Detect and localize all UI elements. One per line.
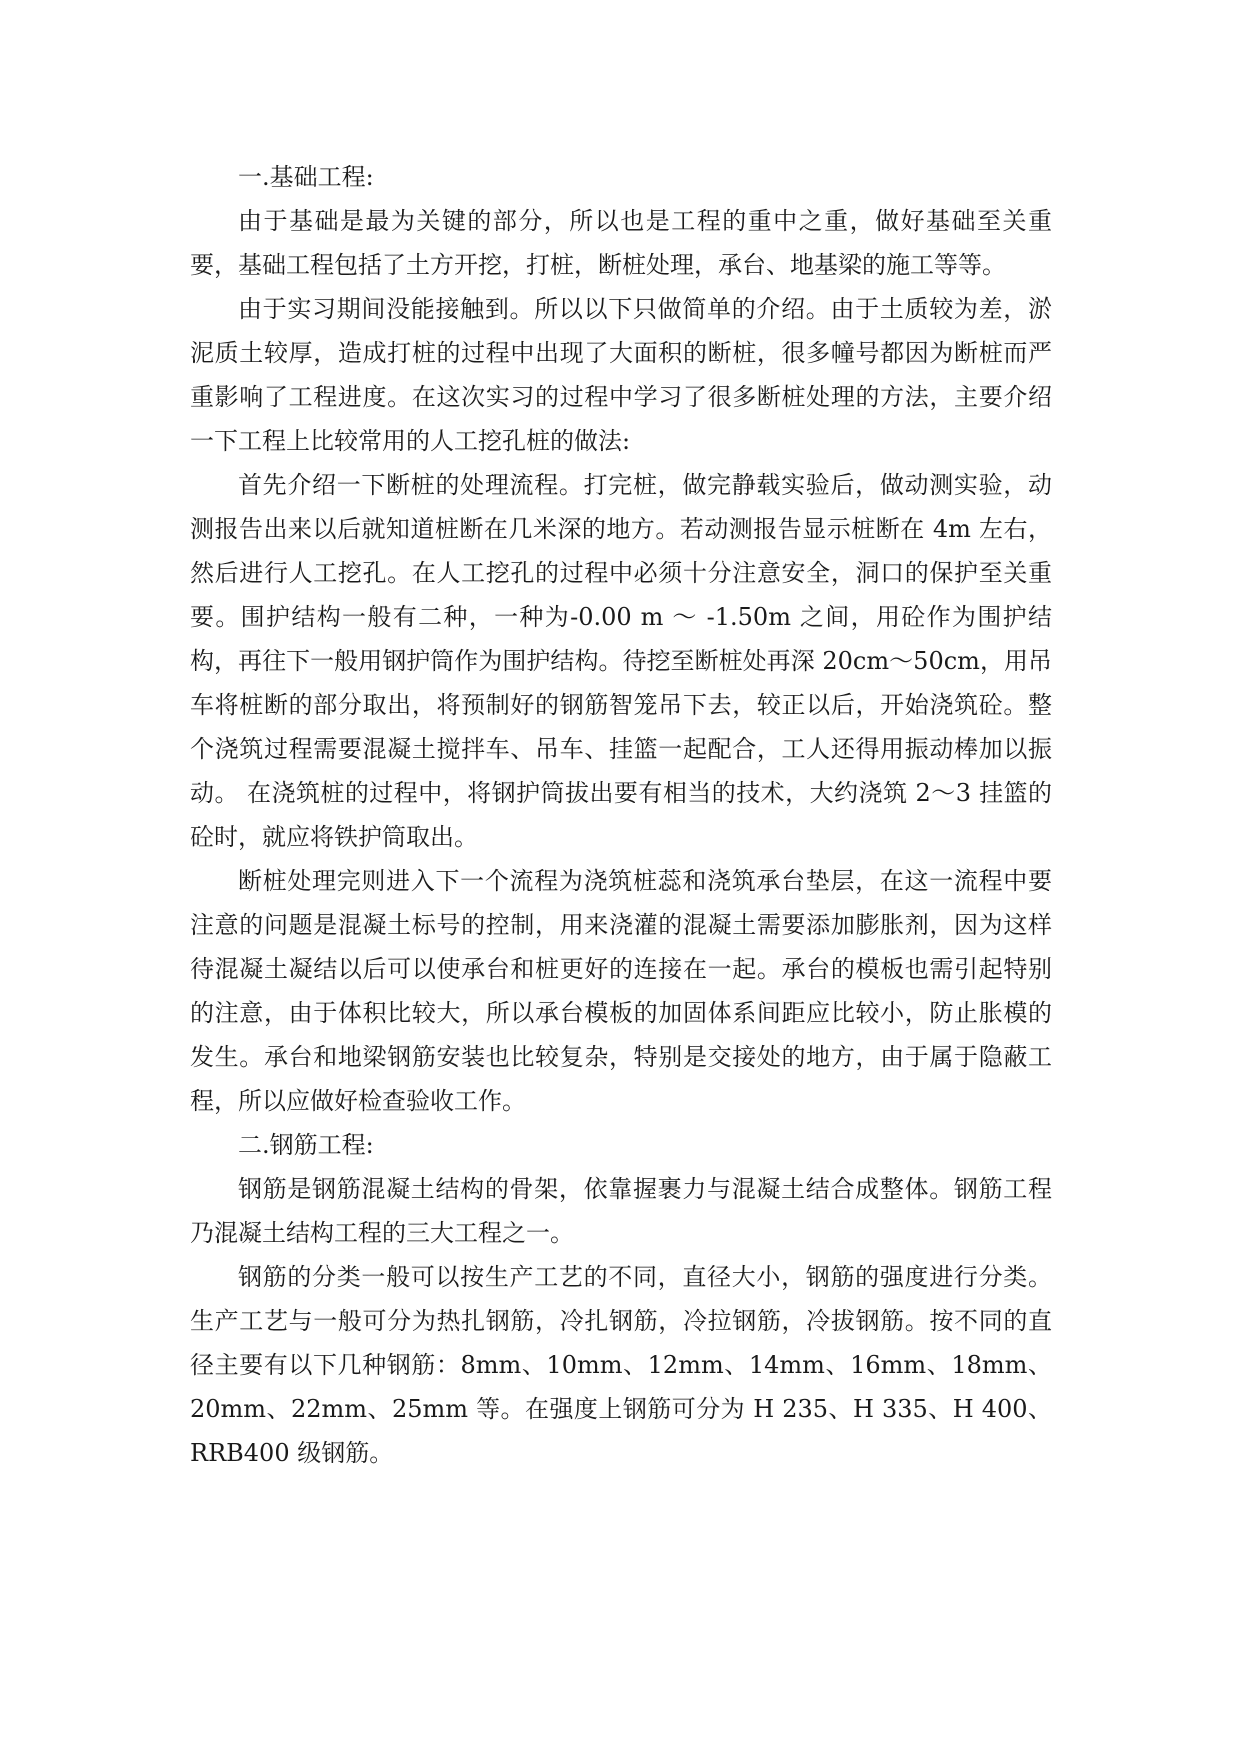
paragraph: 断桩处理完则进入下一个流程为浇筑桩蕊和浇筑承台垫层，在这一流程中要注意的问题是混凝土标号的控制，用来浇灌的混凝土需要添加膨胀剂，因为这样待混凝土凝结以后可以使承台和桩更好的连接在一起。承台的模板也需引起特别的注意，由于体积比较大，所以承台模板的加固体系间距应比较小，防止胀模的发生。承台和地梁钢筋安装也比较复杂，特别是交接处的地方，由于属于隐蔽工程，所以应做好检查验收工作。: [190, 867, 1052, 1115]
section-heading-rebar: 二.钢筋工程:: [238, 1131, 374, 1159]
paragraph: 首先介绍一下断桩的处理流程。打完桩，做完静载实验后，做动测实验，动测报告出来以后就知道桩断在几米深的地方。若动测报告显示桩断在 4m 左右，然后进行人工挖孔。在人工挖孔的过程中必须十分注意安全，洞口的保护至关重要。围护结构一般有二种，一种为-0.00 m ～ -1.50m 之间，用砼作为围护结构，再往下一般用钢护筒作为围护结构。待挖至断桩处再深 20cm～50cm，用吊车将桩断的部分取出，将预制好的钢筋智笼吊下去，较正以后，开始浇筑砼。整个浇筑过程需要混凝土搅拌车、吊车、挂篮一起配合，工人还得用振动棒加以振动。 在浇筑桩的过程中，将钢护筒拔出要有相当的技术，大约浇筑 2～3 挂篮的砼时，就应将铁护筒取出。: [190, 471, 1052, 851]
paragraph: 由于实习期间没能接触到。所以以下只做简单的介绍。由于土质较为差，淤泥质土较厚，造成打桩的过程中出现了大面积的断桩，很多幢号都因为断桩而严重影响了工程进度。在这次实习的过程中学习了很多断桩处理的方法，主要介绍一下工程上比较常用的人工挖孔桩的做法:: [190, 295, 1052, 455]
section-heading-foundation: 一.基础工程:: [238, 163, 374, 191]
paragraph: 由于基础是最为关键的部分，所以也是工程的重中之重，做好基础至关重要，基础工程包括了土方开挖，打桩，断桩处理，承台、地基梁的施工等等。: [190, 207, 1052, 279]
paragraph: 钢筋的分类一般可以按生产工艺的不同，直径大小，钢筋的强度进行分类。生产工艺与一般可分为热扎钢筋，冷扎钢筋，冷拉钢筋，冷拔钢筋。按不同的直径主要有以下几种钢筋：8mm、10mm、12mm、14mm、16mm、18mm、20mm、22mm、25mm 等。在强度上钢筋可分为 H 235、H 335、H 400、RRB400 级钢筋。: [190, 1263, 1052, 1467]
paragraph: 钢筋是钢筋混凝土结构的骨架，依靠握裹力与混凝土结合成整体。钢筋工程乃混凝土结构工程的三大工程之一。: [190, 1175, 1052, 1247]
document-body: [190, 155, 1052, 1475]
